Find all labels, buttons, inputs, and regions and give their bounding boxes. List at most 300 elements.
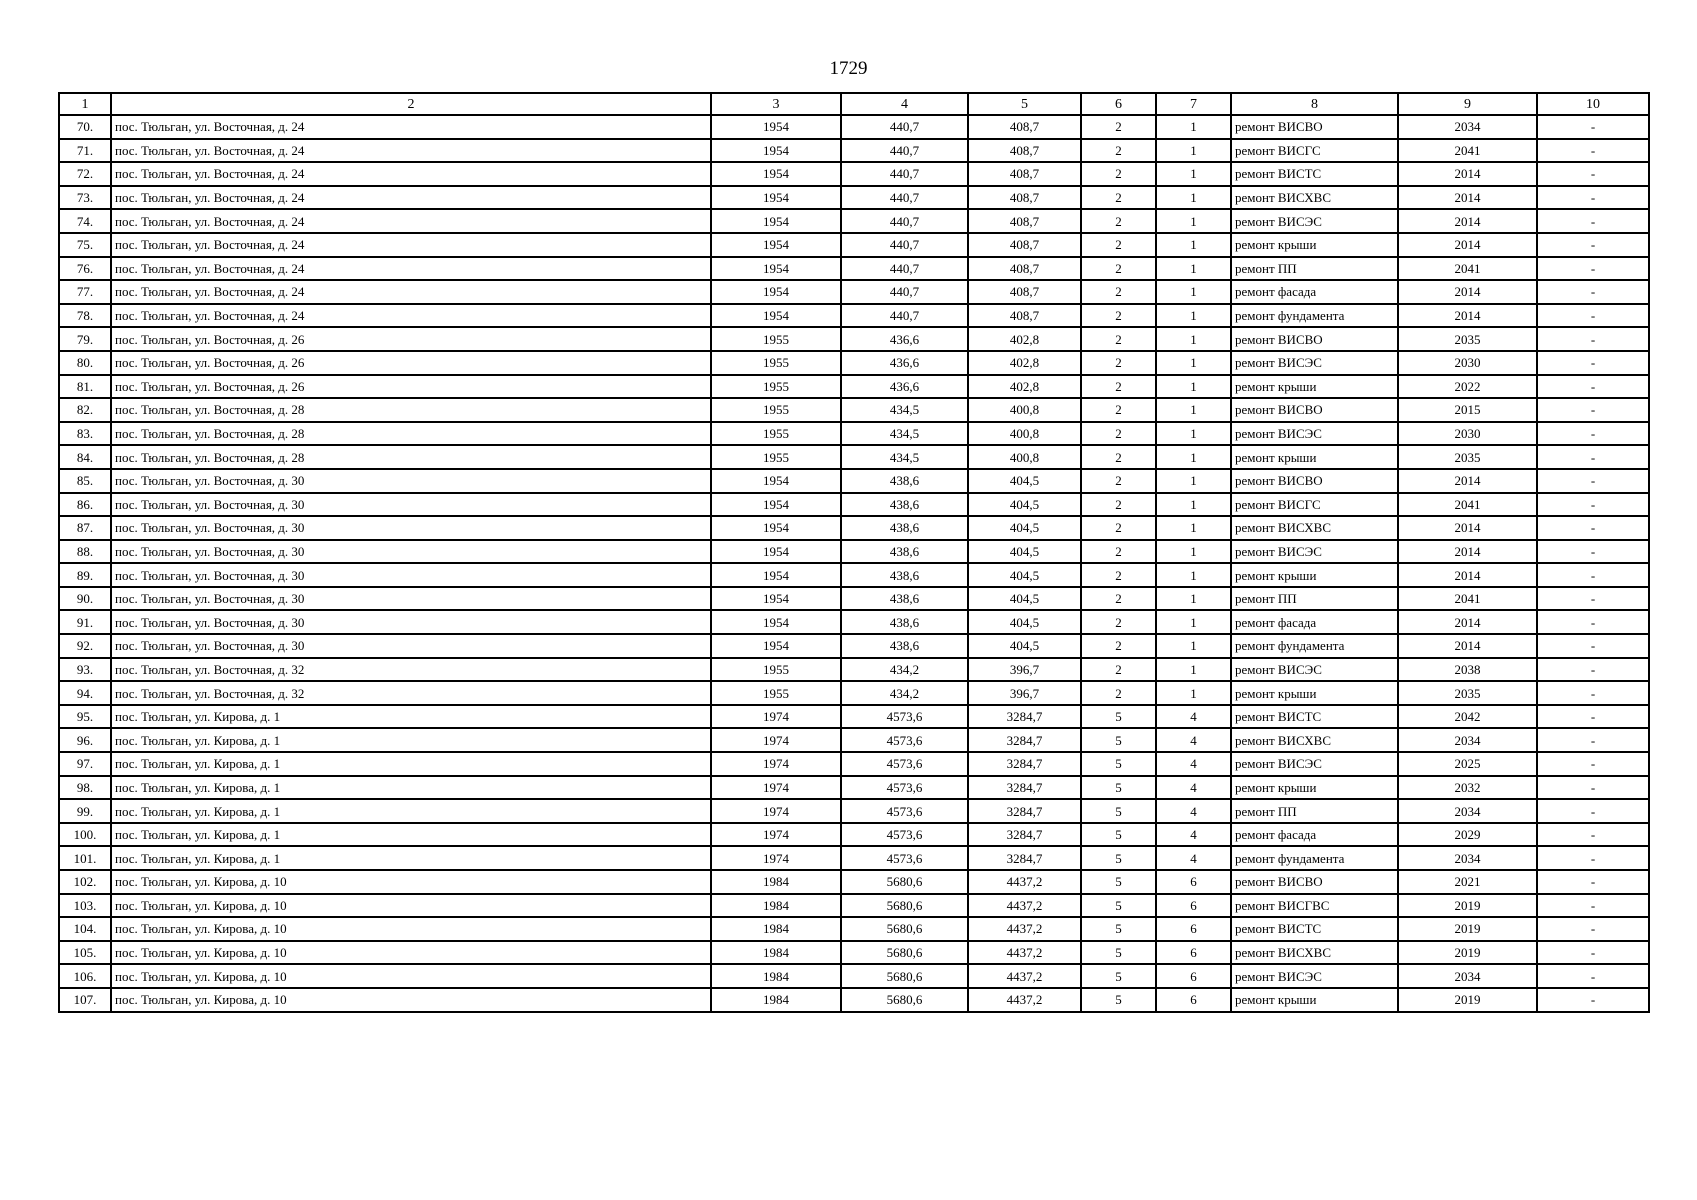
table-row xyxy=(59,563,1649,587)
year-cell: 1984 xyxy=(711,894,841,918)
row-number-cell: 107. xyxy=(59,988,111,1012)
total-area-cell: 4573,6 xyxy=(841,728,968,752)
note-cell: - xyxy=(1537,634,1649,658)
note-cell: - xyxy=(1537,304,1649,328)
entrances-cell: 1 xyxy=(1156,445,1231,469)
note-cell: - xyxy=(1537,139,1649,163)
table-row xyxy=(59,516,1649,540)
note-cell: - xyxy=(1537,516,1649,540)
address-cell: пос. Тюльган, ул. Кирова, д. 1 xyxy=(111,846,711,870)
living-area-cell: 4437,2 xyxy=(968,964,1081,988)
living-area-cell: 396,7 xyxy=(968,681,1081,705)
table-row xyxy=(59,445,1649,469)
entrances-cell: 1 xyxy=(1156,233,1231,257)
entrances-cell: 4 xyxy=(1156,799,1231,823)
note-cell: - xyxy=(1537,846,1649,870)
living-area-cell: 404,5 xyxy=(968,493,1081,517)
entrances-cell: 1 xyxy=(1156,398,1231,422)
row-number-cell: 97. xyxy=(59,752,111,776)
living-area-cell: 404,5 xyxy=(968,563,1081,587)
column-header: 2 xyxy=(111,93,711,115)
living-area-cell: 408,7 xyxy=(968,233,1081,257)
planned-year-cell: 2014 xyxy=(1398,280,1537,304)
entrances-cell: 1 xyxy=(1156,139,1231,163)
note-cell: - xyxy=(1537,610,1649,634)
year-cell: 1955 xyxy=(711,398,841,422)
entrances-cell: 1 xyxy=(1156,493,1231,517)
table-row xyxy=(59,327,1649,351)
note-cell: - xyxy=(1537,563,1649,587)
entrances-cell: 6 xyxy=(1156,941,1231,965)
address-cell: пос. Тюльган, ул. Восточная, д. 24 xyxy=(111,257,711,281)
year-cell: 1974 xyxy=(711,846,841,870)
total-area-cell: 440,7 xyxy=(841,233,968,257)
floors-cell: 2 xyxy=(1081,398,1156,422)
capital-repair-table xyxy=(58,92,1650,1013)
note-cell: - xyxy=(1537,493,1649,517)
living-area-cell: 400,8 xyxy=(968,398,1081,422)
floors-cell: 2 xyxy=(1081,422,1156,446)
floors-cell: 2 xyxy=(1081,658,1156,682)
address-cell: пос. Тюльган, ул. Кирова, д. 1 xyxy=(111,728,711,752)
floors-cell: 2 xyxy=(1081,162,1156,186)
address-cell: пос. Тюльган, ул. Восточная, д. 30 xyxy=(111,634,711,658)
floors-cell: 5 xyxy=(1081,705,1156,729)
planned-year-cell: 2041 xyxy=(1398,493,1537,517)
entrances-cell: 1 xyxy=(1156,658,1231,682)
planned-year-cell: 2034 xyxy=(1398,964,1537,988)
planned-year-cell: 2014 xyxy=(1398,233,1537,257)
entrances-cell: 6 xyxy=(1156,917,1231,941)
address-cell: пос. Тюльган, ул. Кирова, д. 1 xyxy=(111,776,711,800)
year-cell: 1955 xyxy=(711,445,841,469)
year-cell: 1954 xyxy=(711,162,841,186)
living-area-cell: 3284,7 xyxy=(968,823,1081,847)
note-cell: - xyxy=(1537,398,1649,422)
year-cell: 1974 xyxy=(711,705,841,729)
row-number-cell: 102. xyxy=(59,870,111,894)
floors-cell: 2 xyxy=(1081,304,1156,328)
note-cell: - xyxy=(1537,870,1649,894)
column-header: 9 xyxy=(1398,93,1537,115)
floors-cell: 2 xyxy=(1081,516,1156,540)
row-number-cell: 98. xyxy=(59,776,111,800)
total-area-cell: 436,6 xyxy=(841,327,968,351)
total-area-cell: 5680,6 xyxy=(841,894,968,918)
table-row xyxy=(59,422,1649,446)
table-row xyxy=(59,162,1649,186)
row-number-cell: 101. xyxy=(59,846,111,870)
year-cell: 1955 xyxy=(711,422,841,446)
year-cell: 1954 xyxy=(711,257,841,281)
year-cell: 1984 xyxy=(711,870,841,894)
planned-year-cell: 2034 xyxy=(1398,799,1537,823)
planned-year-cell: 2035 xyxy=(1398,327,1537,351)
living-area-cell: 408,7 xyxy=(968,186,1081,210)
floors-cell: 2 xyxy=(1081,233,1156,257)
address-cell: пос. Тюльган, ул. Кирова, д. 1 xyxy=(111,705,711,729)
address-cell: пос. Тюльган, ул. Восточная, д. 30 xyxy=(111,469,711,493)
note-cell: - xyxy=(1537,280,1649,304)
planned-year-cell: 2015 xyxy=(1398,398,1537,422)
column-header: 7 xyxy=(1156,93,1231,115)
work-type-cell: ремонт фасада xyxy=(1231,610,1398,634)
note-cell: - xyxy=(1537,823,1649,847)
entrances-cell: 1 xyxy=(1156,587,1231,611)
total-area-cell: 4573,6 xyxy=(841,705,968,729)
total-area-cell: 5680,6 xyxy=(841,941,968,965)
year-cell: 1954 xyxy=(711,516,841,540)
year-cell: 1954 xyxy=(711,280,841,304)
planned-year-cell: 2042 xyxy=(1398,705,1537,729)
living-area-cell: 408,7 xyxy=(968,209,1081,233)
row-number-cell: 79. xyxy=(59,327,111,351)
address-cell: пос. Тюльган, ул. Восточная, д. 30 xyxy=(111,516,711,540)
year-cell: 1974 xyxy=(711,799,841,823)
year-cell: 1954 xyxy=(711,540,841,564)
row-number-cell: 100. xyxy=(59,823,111,847)
column-header: 5 xyxy=(968,93,1081,115)
work-type-cell: ремонт ВИСЭС xyxy=(1231,964,1398,988)
planned-year-cell: 2014 xyxy=(1398,563,1537,587)
address-cell: пос. Тюльган, ул. Восточная, д. 28 xyxy=(111,422,711,446)
living-area-cell: 400,8 xyxy=(968,422,1081,446)
address-cell: пос. Тюльган, ул. Восточная, д. 24 xyxy=(111,304,711,328)
address-cell: пос. Тюльган, ул. Восточная, д. 30 xyxy=(111,610,711,634)
total-area-cell: 440,7 xyxy=(841,280,968,304)
table-row xyxy=(59,186,1649,210)
row-number-cell: 103. xyxy=(59,894,111,918)
table-row xyxy=(59,894,1649,918)
note-cell: - xyxy=(1537,681,1649,705)
living-area-cell: 408,7 xyxy=(968,304,1081,328)
address-cell: пос. Тюльган, ул. Восточная, д. 24 xyxy=(111,186,711,210)
table-row xyxy=(59,728,1649,752)
living-area-cell: 408,7 xyxy=(968,280,1081,304)
entrances-cell: 1 xyxy=(1156,516,1231,540)
total-area-cell: 5680,6 xyxy=(841,964,968,988)
entrances-cell: 1 xyxy=(1156,115,1231,139)
column-header: 10 xyxy=(1537,93,1649,115)
column-header: 1 xyxy=(59,93,111,115)
total-area-cell: 440,7 xyxy=(841,304,968,328)
planned-year-cell: 2014 xyxy=(1398,516,1537,540)
work-type-cell: ремонт ВИСВО xyxy=(1231,870,1398,894)
row-number-cell: 81. xyxy=(59,375,111,399)
row-number-cell: 95. xyxy=(59,705,111,729)
planned-year-cell: 2019 xyxy=(1398,917,1537,941)
planned-year-cell: 2034 xyxy=(1398,115,1537,139)
note-cell: - xyxy=(1537,422,1649,446)
living-area-cell: 4437,2 xyxy=(968,988,1081,1012)
row-number-cell: 90. xyxy=(59,587,111,611)
work-type-cell: ремонт ВИСТС xyxy=(1231,162,1398,186)
note-cell: - xyxy=(1537,540,1649,564)
year-cell: 1954 xyxy=(711,610,841,634)
work-type-cell: ремонт ВИСЭС xyxy=(1231,422,1398,446)
address-cell: пос. Тюльган, ул. Кирова, д. 10 xyxy=(111,917,711,941)
floors-cell: 2 xyxy=(1081,257,1156,281)
work-type-cell: ремонт ВИСТС xyxy=(1231,917,1398,941)
entrances-cell: 6 xyxy=(1156,894,1231,918)
column-header: 3 xyxy=(711,93,841,115)
year-cell: 1955 xyxy=(711,327,841,351)
total-area-cell: 438,6 xyxy=(841,540,968,564)
work-type-cell: ремонт ПП xyxy=(1231,799,1398,823)
living-area-cell: 404,5 xyxy=(968,469,1081,493)
floors-cell: 2 xyxy=(1081,469,1156,493)
living-area-cell: 396,7 xyxy=(968,658,1081,682)
address-cell: пос. Тюльган, ул. Восточная, д. 30 xyxy=(111,540,711,564)
total-area-cell: 440,7 xyxy=(841,115,968,139)
address-cell: пос. Тюльган, ул. Восточная, д. 28 xyxy=(111,398,711,422)
work-type-cell: ремонт ВИСХВС xyxy=(1231,941,1398,965)
address-cell: пос. Тюльган, ул. Восточная, д. 24 xyxy=(111,115,711,139)
living-area-cell: 400,8 xyxy=(968,445,1081,469)
work-type-cell: ремонт ВИСГВС xyxy=(1231,894,1398,918)
address-cell: пос. Тюльган, ул. Восточная, д. 26 xyxy=(111,327,711,351)
living-area-cell: 402,8 xyxy=(968,375,1081,399)
row-number-cell: 71. xyxy=(59,139,111,163)
note-cell: - xyxy=(1537,728,1649,752)
note-cell: - xyxy=(1537,233,1649,257)
address-cell: пос. Тюльган, ул. Восточная, д. 32 xyxy=(111,658,711,682)
work-type-cell: ремонт фундамента xyxy=(1231,304,1398,328)
planned-year-cell: 2019 xyxy=(1398,941,1537,965)
work-type-cell: ремонт ВИСХВС xyxy=(1231,728,1398,752)
work-type-cell: ремонт фундамента xyxy=(1231,846,1398,870)
total-area-cell: 434,2 xyxy=(841,681,968,705)
address-cell: пос. Тюльган, ул. Восточная, д. 24 xyxy=(111,280,711,304)
living-area-cell: 402,8 xyxy=(968,327,1081,351)
year-cell: 1955 xyxy=(711,351,841,375)
column-header: 8 xyxy=(1231,93,1398,115)
entrances-cell: 1 xyxy=(1156,162,1231,186)
address-cell: пос. Тюльган, ул. Восточная, д. 30 xyxy=(111,493,711,517)
table-row xyxy=(59,610,1649,634)
table-row xyxy=(59,752,1649,776)
row-number-cell: 73. xyxy=(59,186,111,210)
entrances-cell: 1 xyxy=(1156,304,1231,328)
work-type-cell: ремонт крыши xyxy=(1231,681,1398,705)
table-row xyxy=(59,846,1649,870)
row-number-cell: 84. xyxy=(59,445,111,469)
floors-cell: 2 xyxy=(1081,280,1156,304)
work-type-cell: ремонт крыши xyxy=(1231,375,1398,399)
address-cell: пос. Тюльган, ул. Кирова, д. 10 xyxy=(111,988,711,1012)
work-type-cell: ремонт ПП xyxy=(1231,257,1398,281)
year-cell: 1954 xyxy=(711,587,841,611)
work-type-cell: ремонт ВИСВО xyxy=(1231,115,1398,139)
total-area-cell: 4573,6 xyxy=(841,752,968,776)
note-cell: - xyxy=(1537,209,1649,233)
living-area-cell: 3284,7 xyxy=(968,776,1081,800)
living-area-cell: 404,5 xyxy=(968,610,1081,634)
total-area-cell: 4573,6 xyxy=(841,823,968,847)
year-cell: 1984 xyxy=(711,917,841,941)
address-cell: пос. Тюльган, ул. Кирова, д. 10 xyxy=(111,964,711,988)
note-cell: - xyxy=(1537,257,1649,281)
living-area-cell: 4437,2 xyxy=(968,917,1081,941)
note-cell: - xyxy=(1537,587,1649,611)
planned-year-cell: 2041 xyxy=(1398,587,1537,611)
row-number-cell: 78. xyxy=(59,304,111,328)
living-area-cell: 3284,7 xyxy=(968,846,1081,870)
total-area-cell: 4573,6 xyxy=(841,846,968,870)
total-area-cell: 438,6 xyxy=(841,516,968,540)
work-type-cell: ремонт ВИСХВС xyxy=(1231,516,1398,540)
total-area-cell: 438,6 xyxy=(841,493,968,517)
living-area-cell: 404,5 xyxy=(968,634,1081,658)
table-row xyxy=(59,540,1649,564)
total-area-cell: 438,6 xyxy=(841,469,968,493)
work-type-cell: ремонт фасада xyxy=(1231,823,1398,847)
table-row xyxy=(59,870,1649,894)
row-number-cell: 80. xyxy=(59,351,111,375)
total-area-cell: 440,7 xyxy=(841,162,968,186)
floors-cell: 5 xyxy=(1081,988,1156,1012)
entrances-cell: 1 xyxy=(1156,186,1231,210)
entrances-cell: 6 xyxy=(1156,988,1231,1012)
work-type-cell: ремонт крыши xyxy=(1231,988,1398,1012)
row-number-cell: 105. xyxy=(59,941,111,965)
total-area-cell: 434,5 xyxy=(841,422,968,446)
row-number-cell: 99. xyxy=(59,799,111,823)
row-number-cell: 82. xyxy=(59,398,111,422)
note-cell: - xyxy=(1537,964,1649,988)
planned-year-cell: 2022 xyxy=(1398,375,1537,399)
note-cell: - xyxy=(1537,799,1649,823)
total-area-cell: 440,7 xyxy=(841,186,968,210)
note-cell: - xyxy=(1537,988,1649,1012)
table-row xyxy=(59,799,1649,823)
floors-cell: 5 xyxy=(1081,799,1156,823)
note-cell: - xyxy=(1537,469,1649,493)
column-header: 6 xyxy=(1081,93,1156,115)
address-cell: пос. Тюльган, ул. Кирова, д. 10 xyxy=(111,941,711,965)
living-area-cell: 4437,2 xyxy=(968,941,1081,965)
total-area-cell: 440,7 xyxy=(841,209,968,233)
note-cell: - xyxy=(1537,752,1649,776)
year-cell: 1984 xyxy=(711,964,841,988)
floors-cell: 2 xyxy=(1081,493,1156,517)
entrances-cell: 4 xyxy=(1156,846,1231,870)
address-cell: пос. Тюльган, ул. Восточная, д. 32 xyxy=(111,681,711,705)
year-cell: 1954 xyxy=(711,563,841,587)
note-cell: - xyxy=(1537,162,1649,186)
floors-cell: 5 xyxy=(1081,752,1156,776)
row-number-cell: 88. xyxy=(59,540,111,564)
column-header: 4 xyxy=(841,93,968,115)
floors-cell: 2 xyxy=(1081,139,1156,163)
row-number-cell: 85. xyxy=(59,469,111,493)
floors-cell: 2 xyxy=(1081,634,1156,658)
table-row xyxy=(59,988,1649,1012)
planned-year-cell: 2034 xyxy=(1398,846,1537,870)
address-cell: пос. Тюльган, ул. Восточная, д. 24 xyxy=(111,233,711,257)
row-number-cell: 92. xyxy=(59,634,111,658)
table-row xyxy=(59,587,1649,611)
row-number-cell: 70. xyxy=(59,115,111,139)
note-cell: - xyxy=(1537,375,1649,399)
work-type-cell: ремонт ПП xyxy=(1231,587,1398,611)
year-cell: 1954 xyxy=(711,304,841,328)
note-cell: - xyxy=(1537,705,1649,729)
floors-cell: 5 xyxy=(1081,846,1156,870)
total-area-cell: 5680,6 xyxy=(841,988,968,1012)
entrances-cell: 6 xyxy=(1156,870,1231,894)
entrances-cell: 4 xyxy=(1156,823,1231,847)
total-area-cell: 5680,6 xyxy=(841,917,968,941)
planned-year-cell: 2041 xyxy=(1398,139,1537,163)
planned-year-cell: 2029 xyxy=(1398,823,1537,847)
planned-year-cell: 2021 xyxy=(1398,870,1537,894)
living-area-cell: 404,5 xyxy=(968,516,1081,540)
work-type-cell: ремонт фасада xyxy=(1231,280,1398,304)
work-type-cell: ремонт ВИСЭС xyxy=(1231,540,1398,564)
entrances-cell: 1 xyxy=(1156,422,1231,446)
total-area-cell: 4573,6 xyxy=(841,776,968,800)
living-area-cell: 3284,7 xyxy=(968,752,1081,776)
note-cell: - xyxy=(1537,917,1649,941)
table-row xyxy=(59,375,1649,399)
address-cell: пос. Тюльган, ул. Восточная, д. 24 xyxy=(111,139,711,163)
living-area-cell: 408,7 xyxy=(968,139,1081,163)
planned-year-cell: 2030 xyxy=(1398,422,1537,446)
work-type-cell: ремонт ВИСВО xyxy=(1231,469,1398,493)
note-cell: - xyxy=(1537,327,1649,351)
year-cell: 1954 xyxy=(711,469,841,493)
total-area-cell: 438,6 xyxy=(841,563,968,587)
entrances-cell: 1 xyxy=(1156,257,1231,281)
note-cell: - xyxy=(1537,658,1649,682)
table-row xyxy=(59,257,1649,281)
planned-year-cell: 2014 xyxy=(1398,634,1537,658)
row-number-cell: 106. xyxy=(59,964,111,988)
row-number-cell: 76. xyxy=(59,257,111,281)
year-cell: 1954 xyxy=(711,115,841,139)
work-type-cell: ремонт ВИСЭС xyxy=(1231,752,1398,776)
year-cell: 1984 xyxy=(711,988,841,1012)
planned-year-cell: 2019 xyxy=(1398,988,1537,1012)
living-area-cell: 408,7 xyxy=(968,115,1081,139)
year-cell: 1954 xyxy=(711,493,841,517)
table-row xyxy=(59,469,1649,493)
note-cell: - xyxy=(1537,941,1649,965)
year-cell: 1954 xyxy=(711,634,841,658)
floors-cell: 5 xyxy=(1081,894,1156,918)
table-row xyxy=(59,398,1649,422)
planned-year-cell: 2035 xyxy=(1398,445,1537,469)
note-cell: - xyxy=(1537,894,1649,918)
entrances-cell: 1 xyxy=(1156,681,1231,705)
entrances-cell: 4 xyxy=(1156,776,1231,800)
floors-cell: 2 xyxy=(1081,375,1156,399)
address-cell: пос. Тюльган, ул. Восточная, д. 24 xyxy=(111,162,711,186)
row-number-cell: 89. xyxy=(59,563,111,587)
entrances-cell: 1 xyxy=(1156,327,1231,351)
floors-cell: 2 xyxy=(1081,563,1156,587)
total-area-cell: 436,6 xyxy=(841,375,968,399)
table-body xyxy=(59,115,1649,1012)
floors-cell: 2 xyxy=(1081,540,1156,564)
year-cell: 1974 xyxy=(711,752,841,776)
address-cell: пос. Тюльган, ул. Кирова, д. 10 xyxy=(111,870,711,894)
living-area-cell: 404,5 xyxy=(968,540,1081,564)
planned-year-cell: 2019 xyxy=(1398,894,1537,918)
entrances-cell: 1 xyxy=(1156,563,1231,587)
living-area-cell: 404,5 xyxy=(968,587,1081,611)
